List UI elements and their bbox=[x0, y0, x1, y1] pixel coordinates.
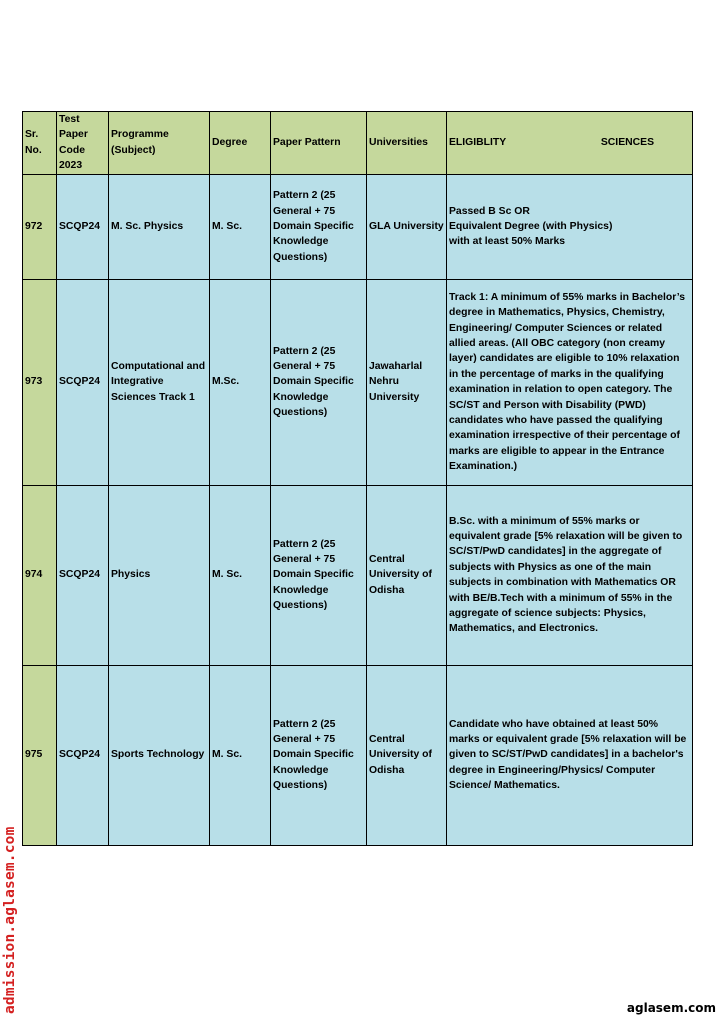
paper-pattern-cell: Pattern 2 (25 General + 75 Domain Specific Knowledge Questions) bbox=[271, 174, 367, 279]
header-programme: Programme (Subject) bbox=[109, 112, 210, 175]
watermark-text: admission.aglasem.com bbox=[2, 826, 18, 1014]
sr-no-cell: 973 bbox=[23, 279, 57, 485]
header-row bbox=[23, 112, 693, 175]
sr-no-cell: 975 bbox=[23, 665, 57, 845]
header-degree: Degree bbox=[210, 112, 271, 175]
university-cell: GLA University bbox=[367, 174, 447, 279]
table-row bbox=[23, 174, 693, 279]
programme-cell: Physics bbox=[109, 485, 210, 665]
programme-cell: Computational and Integrative Sciences Track 1 bbox=[109, 279, 210, 485]
sr-no-cell: 974 bbox=[23, 485, 57, 665]
eligibility-cell bbox=[447, 485, 693, 665]
degree-cell: M. Sc. bbox=[210, 665, 271, 845]
test-code-cell: SCQP24 bbox=[57, 279, 109, 485]
header-sr-no: Sr. No. bbox=[23, 112, 57, 175]
eligibility-text: Candidate who have obtained at least 50% marks or equivalent grade [5% relaxation will be given to SC/ST/PwD candidates] in a bachelor's degree in Engineering/Physics/ Computer Science/ Mathematics. bbox=[449, 718, 687, 792]
eligibility-line: Equivalent Degree (with Physics) bbox=[449, 220, 613, 232]
test-code-cell: SCQP24 bbox=[57, 174, 109, 279]
eligibility-cell bbox=[447, 174, 693, 279]
test-code-cell: SCQP24 bbox=[57, 485, 109, 665]
header-paper-pattern: Paper Pattern bbox=[271, 112, 367, 175]
header-test-paper-code: Test Paper Code 2023 bbox=[57, 112, 109, 175]
eligibility-table bbox=[22, 111, 693, 846]
paper-pattern-cell: Pattern 2 (25 General + 75 Domain Specific Knowledge Questions) bbox=[271, 485, 367, 665]
university-cell: Central University of Odisha bbox=[367, 665, 447, 845]
university-cell: Central University of Odisha bbox=[367, 485, 447, 665]
header-section-label: SCIENCES bbox=[600, 137, 654, 149]
test-code-cell: SCQP24 bbox=[57, 665, 109, 845]
eligibility-cell bbox=[447, 665, 693, 845]
paper-pattern-cell: Pattern 2 (25 General + 75 Domain Specific Knowledge Questions) bbox=[271, 665, 367, 845]
degree-cell: M. Sc. bbox=[210, 485, 271, 665]
degree-cell: M. Sc. bbox=[210, 174, 271, 279]
header-universities: Universities bbox=[367, 112, 447, 175]
table-row bbox=[23, 485, 693, 665]
table-row bbox=[23, 665, 693, 845]
sr-no-cell: 972 bbox=[23, 174, 57, 279]
eligibility-line: Passed B Sc OR bbox=[449, 205, 530, 217]
programme-cell: M. Sc. Physics bbox=[109, 174, 210, 279]
footer-brand: aglasem.com bbox=[626, 1001, 716, 1015]
university-cell: Jawaharlal Nehru University bbox=[367, 279, 447, 485]
eligibility-text: Track 1: A minimum of 55% marks in Bachelor’s degree in Mathematics, Physics, Chemistry, Engineering/ Computer Sciences or related allied areas. (All OBC category (non creamy layer) candidates are eligible to 10% relaxation in the percentage of marks in the qualifying examination in relation to open category. The SC/ST and Person with Disability (PWD) candidates who have passed the qualifying examination irrespective of their percentage of marks are eligible to appear in the Entrance Examination.) bbox=[449, 291, 685, 473]
table-row bbox=[23, 279, 693, 485]
degree-cell: M.Sc. bbox=[210, 279, 271, 485]
header-eligibility-label: ELIGIBLITY bbox=[449, 137, 507, 149]
header-eligibility bbox=[447, 112, 693, 175]
eligibility-cell bbox=[447, 279, 693, 485]
paper-pattern-cell: Pattern 2 (25 General + 75 Domain Specific Knowledge Questions) bbox=[271, 279, 367, 485]
eligibility-text: B.Sc. with a minimum of 55% marks or equivalent grade [5% relaxation will be given to SC/ST/PwD candidates] in the aggregate of subjects with Physics as one of the main subjects in combination with Mathematics OR with BE/B.Tech with a minimum of 55% in the aggregate of science subjects: Physics, Mathematics, and Electronics. bbox=[449, 515, 683, 635]
programme-cell: Sports Technology bbox=[109, 665, 210, 845]
eligibility-line: with at least 50% Marks bbox=[449, 236, 566, 248]
